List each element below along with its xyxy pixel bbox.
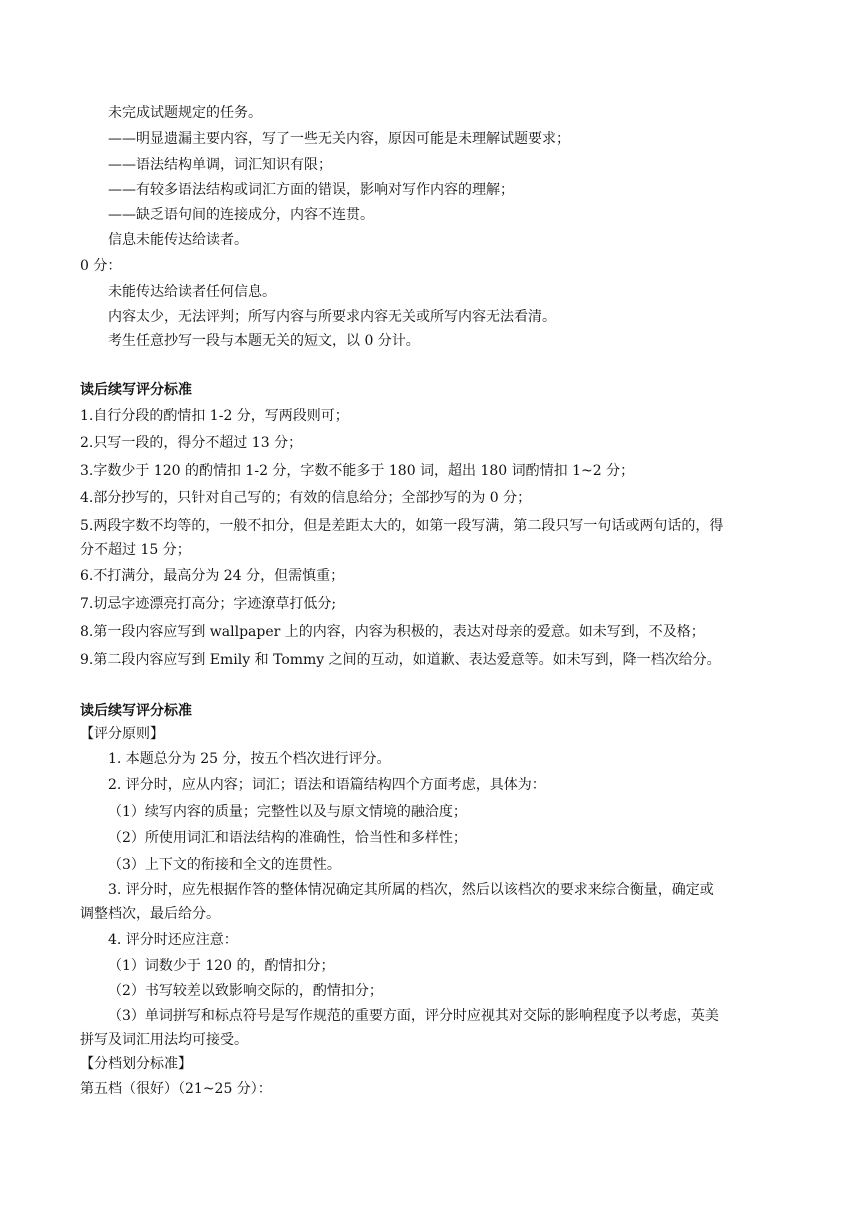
text-line: ——缺乏语句间的连接成分，内容不连贯。 (108, 207, 374, 223)
rule-item: 9.第二段内容应写到 Emily 和 Tommy 之间的互动，如道歉、表达爱意等。如未写到，降一档次给分。 (80, 652, 721, 668)
text-line: 信息未能传达给读者。 (108, 232, 248, 248)
principle-subitem: （2）书写较差以致影响交际的，酌情扣分； (108, 983, 383, 999)
principle-item: 2. 评分时，应从内容；词汇；语法和语篇结构四个方面考虑，具体为： (108, 777, 546, 793)
text-line: ——语法结构单调，词汇知识有限； (108, 157, 332, 173)
text-line: ——有较多语法结构或词汇方面的错误，影响对写作内容的理解； (108, 182, 514, 198)
grading-heading: 【分档划分标准】 (80, 1056, 192, 1072)
principle-subitem: （2）所使用词汇和语法结构的准确性，恰当性和多样性； (108, 830, 467, 846)
principle-item: 1. 本题总分为 25 分，按五个档次进行评分。 (108, 751, 391, 767)
principle-item: 4. 评分时还应注意： (108, 932, 238, 948)
rule-item-continuation: 分不超过 15 分； (80, 542, 191, 558)
rule-item: 7.切忌字迹漂亮打高分；字迹潦草打低分; (80, 596, 337, 612)
rule-item: 6.不打满分，最高分为 24 分，但需慎重； (80, 568, 345, 584)
principle-subitem: （3）单词拼写和标点符号是写作规范的重要方面，评分时应视其对交际的影响程度予以考虑，英美 (108, 1008, 719, 1024)
rule-item: 8.第一段内容应写到 wallpaper 上的内容，内容为积极的，表达对母亲的爱意。如未写到，不及格； (80, 624, 705, 640)
rule-item: 1.自行分段的酌情扣 1-2 分，写两段则可； (80, 408, 349, 424)
text-line: 未完成试题规定的任务。 (108, 105, 262, 121)
section-title: 读后续写评分标准 (80, 703, 192, 719)
principle-item-continuation: 调整档次，最后给分。 (80, 906, 220, 922)
section-title: 读后续写评分标准 (80, 382, 192, 398)
tier-label: 第五档（很好）（21~25 分）： (80, 1081, 272, 1097)
rule-item: 2.只写一段的，得分不超过 13 分； (80, 435, 303, 451)
principle-subitem: （1）词数少于 120 的，酌情扣分； (108, 958, 335, 974)
principles-heading: 【评分原则】 (80, 726, 164, 742)
principle-subitem-continuation: 拼写及词汇用法均可接受。 (80, 1032, 248, 1048)
principle-item: 3. 评分时，应先根据作答的整体情况确定其所属的档次，然后以该档次的要求来综合衡量，确定或 (108, 882, 714, 898)
rule-item: 3.字数少于 120 的酌情扣 1-2 分，字数不能多于 180 词，超出 180 词酌情扣 1~2 分； (80, 463, 635, 479)
rule-item: 5.两段字数不均等的，一般不扣分，但是差距太大的，如第一段写满，第二段只写一句话或两句话的，得 (80, 518, 724, 534)
text-line: 内容太少，无法评判；所写内容与所要求内容无关或所写内容无法看清。 (108, 309, 556, 325)
text-line: 考生任意抄写一段与本题无关的短文，以 0 分计。 (108, 333, 420, 349)
principle-subitem: （1）续写内容的质量；完整性以及与原文情境的融洽度； (108, 804, 467, 820)
score-label: 0 分： (80, 258, 122, 274)
text-line: ——明显遗漏主要内容，写了一些无关内容，原因可能是未理解试题要求； (108, 131, 570, 147)
text-line: 未能传达给读者任何信息。 (108, 284, 276, 300)
principle-subitem: （3）上下文的衔接和全文的连贯性。 (108, 857, 341, 873)
rule-item: 4.部分抄写的，只针对自己写的；有效的信息给分；全部抄写的为 0 分； (80, 490, 532, 506)
